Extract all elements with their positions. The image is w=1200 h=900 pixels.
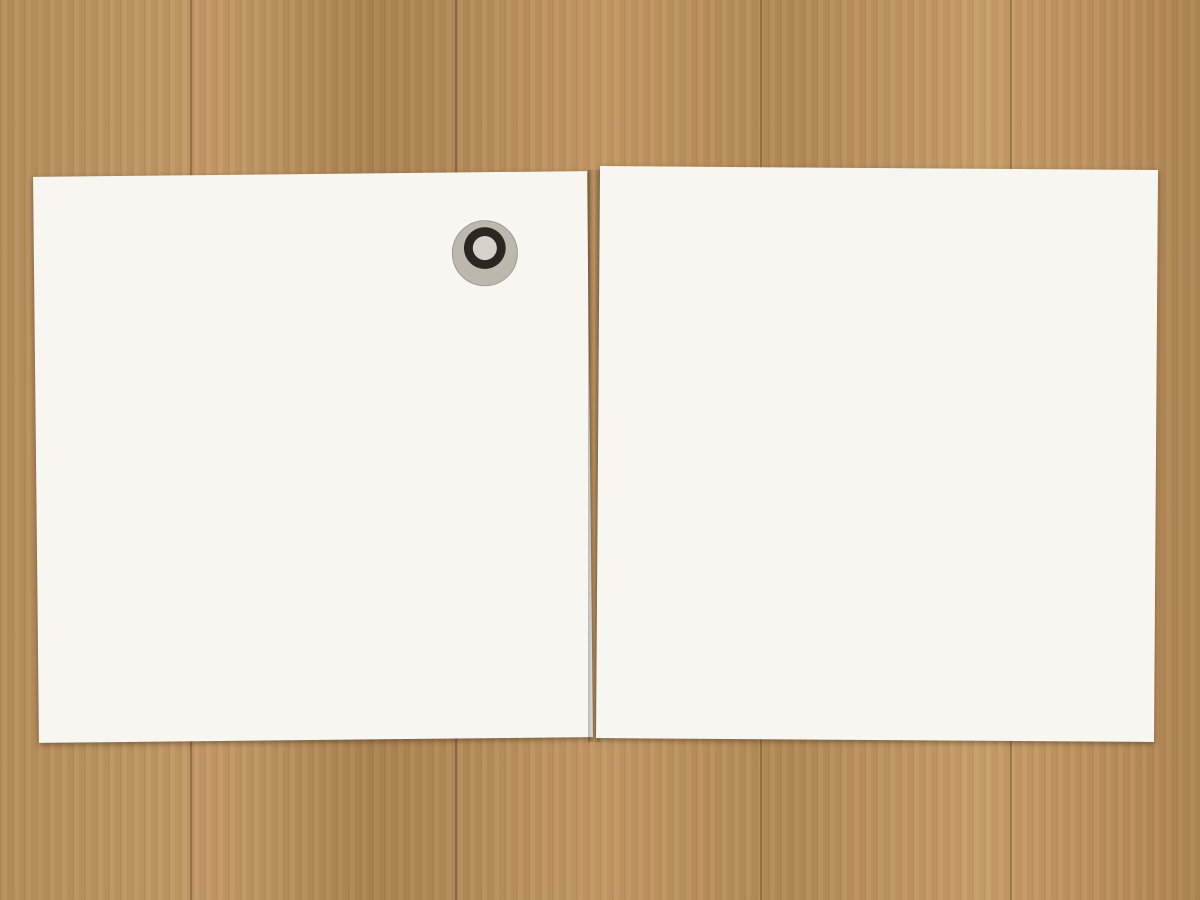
step-6-text [453,543,454,663]
step-4-text [185,333,186,453]
step-5-text [85,334,86,454]
step-2-text [365,331,366,451]
step-11-text [73,547,74,667]
performer-portrait [452,220,519,287]
step-7-text [375,558,376,663]
booklet-right-page [596,166,1158,742]
booklet-left-page [33,171,593,743]
step-3-text [297,332,298,452]
step-9-text [251,545,252,665]
step-1-text [427,331,428,451]
step-10-text [167,546,168,666]
step-8-text [317,544,318,664]
lyric-cue [407,543,408,663]
